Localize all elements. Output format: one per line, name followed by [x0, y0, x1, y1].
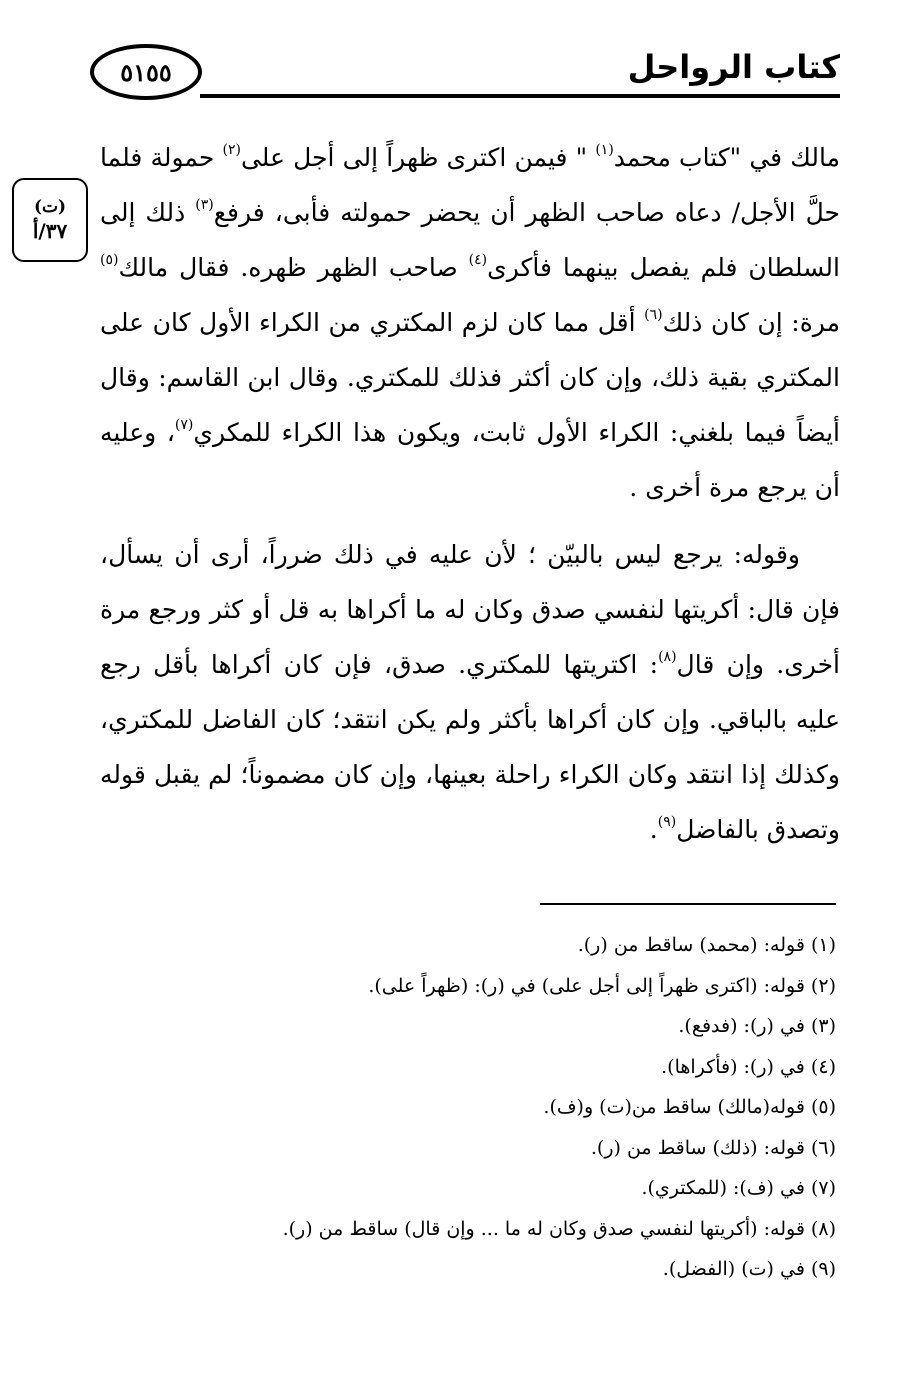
text-segment: " فيمن اكترى ظهراً إلى أجل على	[240, 143, 596, 172]
text-segment: ذلك إلى السلطان فلم يفصل بينهما فأكرى	[100, 198, 840, 282]
book-title: كتاب الرواحل	[627, 48, 840, 86]
text-segment: صاحب الظهر ظهره. فقال مالك	[118, 253, 469, 282]
text-segment: وقوله: يرجع ليس بالبيّن ؛ لأن عليه في ذلك ضرراً، أرى أن يسأل، فإن قال: أكريتها لنفسي صدق وكان له ما أكراها به قل أو كثر ورجع مرة أخرى. وإن قال	[100, 540, 840, 679]
footnote-ref-3[interactable]: (٣)	[195, 197, 214, 213]
text-segment: مالك في "كتاب محمد	[613, 143, 840, 172]
page-number: ٥١٥٥	[90, 44, 202, 100]
text-segment: ، وعليه أن يرجع مرة أخرى .	[100, 418, 840, 502]
paragraph-2	[100, 527, 840, 857]
text-segment: : اكتريتها للمكتري. صدق، فإن كان أكراها بأقل رجع عليه بالباقي. وإن كان أكراها بأكثر ولم يكن انتقد؛ كان الفاضل للمكتري، وكذلك إذا انتقد وكان الكراء راحلة بعينها، وإن كان مضموناً؛ لم يقبل قوله وتصدق بالفاضل	[100, 650, 840, 844]
footnote-9: (٩) في (ت) (الفضل).	[662, 1258, 836, 1280]
text-segment: حمولة فلما حلَّ الأجل/ دعاه صاحب الظهر أن يحضر حمولته فأبى، فرفع	[100, 143, 840, 227]
text-segment: .	[649, 815, 658, 844]
footnote-ref-1[interactable]: (١)	[595, 142, 614, 158]
page-header	[90, 44, 840, 114]
manuscript-folio: ٣٧/أ	[32, 219, 68, 244]
manuscript-siglum: (ت)	[33, 196, 67, 217]
footnote-ref-4[interactable]: (٤)	[468, 252, 488, 268]
paragraph-1	[100, 130, 840, 515]
footnote-8: (٨) قوله: (أكريتها لنفسي صدق وكان له ما ... وإن قال) ساقط من (ر).	[282, 1217, 836, 1240]
footnote-3: (٣) في (ر): (فدفع).	[678, 1015, 836, 1037]
footnote-1: (١) قوله: (محمد) ساقط من (ر).	[577, 934, 836, 956]
footnote-4: (٤) في (ر): (فأكراها).	[661, 1055, 836, 1078]
main-text	[100, 130, 840, 857]
footnote-separator	[540, 903, 836, 905]
footnote-5: (٥) قوله(مالك) ساقط من(ت) و(ف).	[543, 1096, 836, 1118]
footnote-ref-8[interactable]: (٨)	[658, 649, 677, 665]
footnotes	[236, 925, 836, 1290]
header-rule	[200, 94, 840, 98]
footnote-ref-9[interactable]: (٩)	[657, 814, 677, 830]
footnote-ref-2[interactable]: (٢)	[222, 142, 241, 158]
footnote-2: (٢) قوله: (اكترى ظهراً إلى أجل على) في (ر): (ظهراً على).	[368, 974, 836, 997]
footnote-ref-6[interactable]: (٦)	[644, 307, 663, 323]
footnote-6: (٦) قوله: (ذلك) ساقط من (ر).	[590, 1136, 836, 1159]
footnote-7: (٧) في (ف): (للمكتري).	[641, 1177, 836, 1199]
footnote-ref-7[interactable]: (٧)	[174, 417, 194, 433]
footnote-ref-5[interactable]: (٥)	[100, 252, 119, 268]
manuscript-reference-box	[12, 178, 88, 262]
text-segment: مرة: إن كان ذلك	[662, 308, 840, 337]
text-segment: أقل مما كان لزم المكتري من الكراء الأول كان على المكتري بقية ذلك، وإن كان أكثر فذلك للمكتري. وقال ابن القاسم: وقال أيضاً فيما بلغني: الكراء الأول ثابت، ويكون هذا الكراء للمكري	[100, 308, 840, 447]
